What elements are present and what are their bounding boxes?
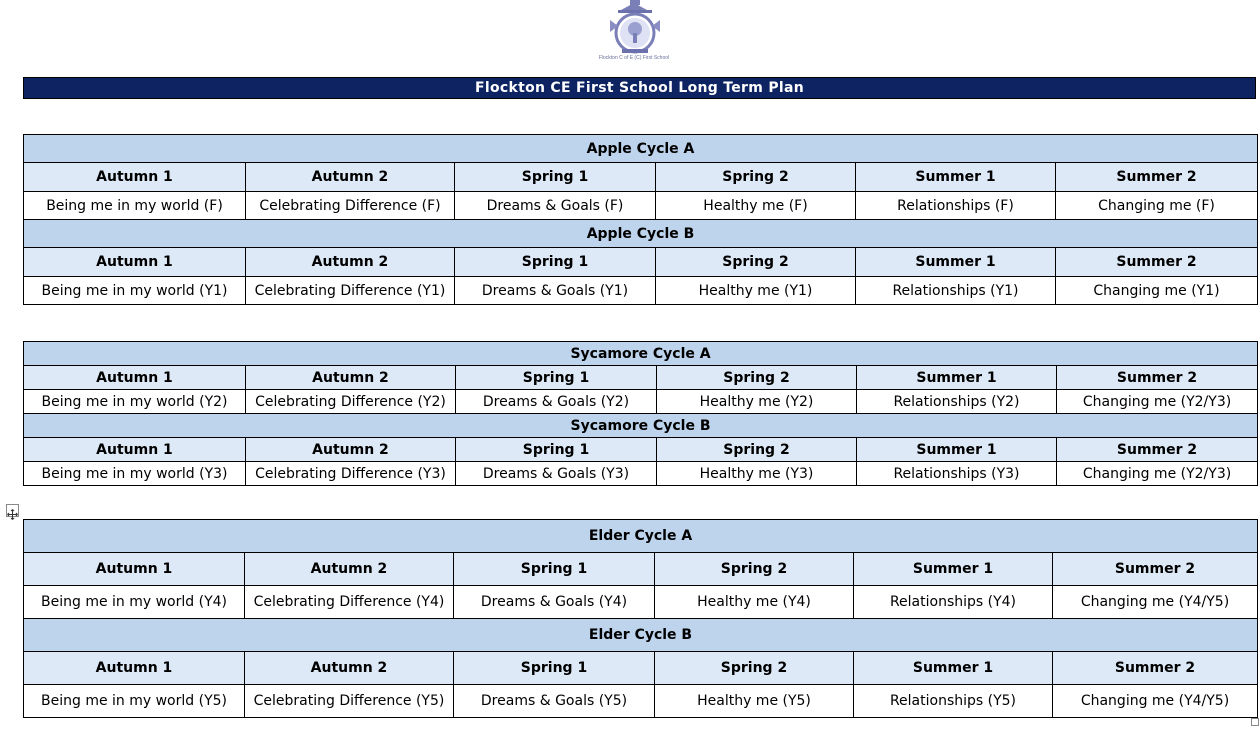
term-header: Summer 1 [857,438,1057,462]
topic-cell: Changing me (Y4/Y5) [1053,586,1258,619]
topic-cell: Relationships (Y4) [854,586,1053,619]
term-header: Spring 1 [455,248,656,277]
topic-cell: Relationships (Y5) [854,685,1053,718]
term-header: Summer 1 [854,553,1053,586]
topic-cell: Being me in my world (Y5) [24,685,245,718]
topic-cell: Healthy me (Y2) [657,390,857,414]
term-header: Summer 2 [1057,438,1258,462]
topic-cell: Dreams & Goals (Y3) [456,462,657,486]
school-logo [588,0,680,66]
topic-cell: Dreams & Goals (Y1) [455,277,656,305]
term-header: Autumn 1 [24,553,245,586]
term-header: Spring 1 [454,652,655,685]
term-header: Spring 2 [655,553,854,586]
cycle-heading: Elder Cycle A [24,520,1258,553]
topic-cell: Being me in my world (Y1) [24,277,246,305]
topic-cell: Relationships (Y2) [857,390,1057,414]
term-header: Spring 2 [657,366,857,390]
topic-cell: Healthy me (Y5) [655,685,854,718]
topic-cell: Healthy me (Y3) [657,462,857,486]
table-move-handle[interactable] [6,504,19,517]
topic-cell: Healthy me (Y1) [656,277,856,305]
term-header: Autumn 2 [246,366,456,390]
move-arrows-icon [7,509,18,520]
term-header: Summer 2 [1057,366,1258,390]
topic-cell: Being me in my world (Y4) [24,586,245,619]
topic-cell: Changing me (Y4/Y5) [1053,685,1258,718]
topic-cell: Being me in my world (Y3) [24,462,246,486]
term-header: Autumn 1 [24,366,246,390]
topic-cell: Changing me (Y1) [1056,277,1258,305]
resize-handle-icon[interactable] [1251,718,1259,726]
topic-cell: Celebrating Difference (Y1) [246,277,455,305]
term-header: Spring 2 [656,248,856,277]
term-header: Summer 2 [1056,163,1258,192]
cycle-heading: Apple Cycle B [24,220,1258,248]
topic-cell: Relationships (Y1) [856,277,1056,305]
topic-cell: Being me in my world (F) [24,192,246,220]
cycle-heading: Elder Cycle B [24,619,1258,652]
cycle-heading: Sycamore Cycle A [24,342,1258,366]
term-header: Spring 1 [455,163,656,192]
term-header: Summer 2 [1053,652,1258,685]
term-header: Autumn 2 [246,438,456,462]
logo-caption: Flockton C of E (C) First School [598,55,670,61]
term-header: Summer 1 [854,652,1053,685]
cycle-table [23,341,1258,486]
cycle-table [23,134,1258,305]
term-header: Autumn 1 [24,248,246,277]
term-header: Summer 1 [856,163,1056,192]
page-title: Flockton CE First School Long Term Plan [23,77,1256,99]
term-header: Spring 1 [456,438,657,462]
term-header: Spring 1 [456,366,657,390]
term-header: Autumn 2 [245,553,454,586]
topic-cell: Celebrating Difference (F) [246,192,455,220]
school-crest-icon [588,0,680,56]
topic-cell: Dreams & Goals (Y2) [456,390,657,414]
topic-cell: Healthy me (Y4) [655,586,854,619]
term-header: Summer 2 [1053,553,1258,586]
topic-cell: Dreams & Goals (Y4) [454,586,655,619]
topic-cell: Celebrating Difference (Y2) [246,390,456,414]
cycle-table [23,519,1258,718]
cycle-heading: Sycamore Cycle B [24,414,1258,438]
topic-cell: Dreams & Goals (Y5) [454,685,655,718]
term-header: Spring 2 [656,163,856,192]
term-header: Autumn 1 [24,652,245,685]
cycle-heading: Apple Cycle A [24,135,1258,163]
topic-cell: Celebrating Difference (Y4) [245,586,454,619]
topic-cell: Changing me (Y2/Y3) [1057,390,1258,414]
term-header: Autumn 2 [245,652,454,685]
term-header: Autumn 2 [246,248,455,277]
term-header: Spring 2 [655,652,854,685]
term-header: Summer 1 [856,248,1056,277]
topic-cell: Being me in my world (Y2) [24,390,246,414]
topic-cell: Changing me (Y2/Y3) [1057,462,1258,486]
topic-cell: Relationships (F) [856,192,1056,220]
term-header: Autumn 2 [246,163,455,192]
term-header: Spring 2 [657,438,857,462]
topic-cell: Relationships (Y3) [857,462,1057,486]
topic-cell: Celebrating Difference (Y3) [246,462,456,486]
term-header: Spring 1 [454,553,655,586]
term-header: Summer 1 [857,366,1057,390]
topic-cell: Celebrating Difference (Y5) [245,685,454,718]
topic-cell: Healthy me (F) [656,192,856,220]
topic-cell: Dreams & Goals (F) [455,192,656,220]
term-header: Autumn 1 [24,163,246,192]
term-header: Autumn 1 [24,438,246,462]
term-header: Summer 2 [1056,248,1258,277]
topic-cell: Changing me (F) [1056,192,1258,220]
